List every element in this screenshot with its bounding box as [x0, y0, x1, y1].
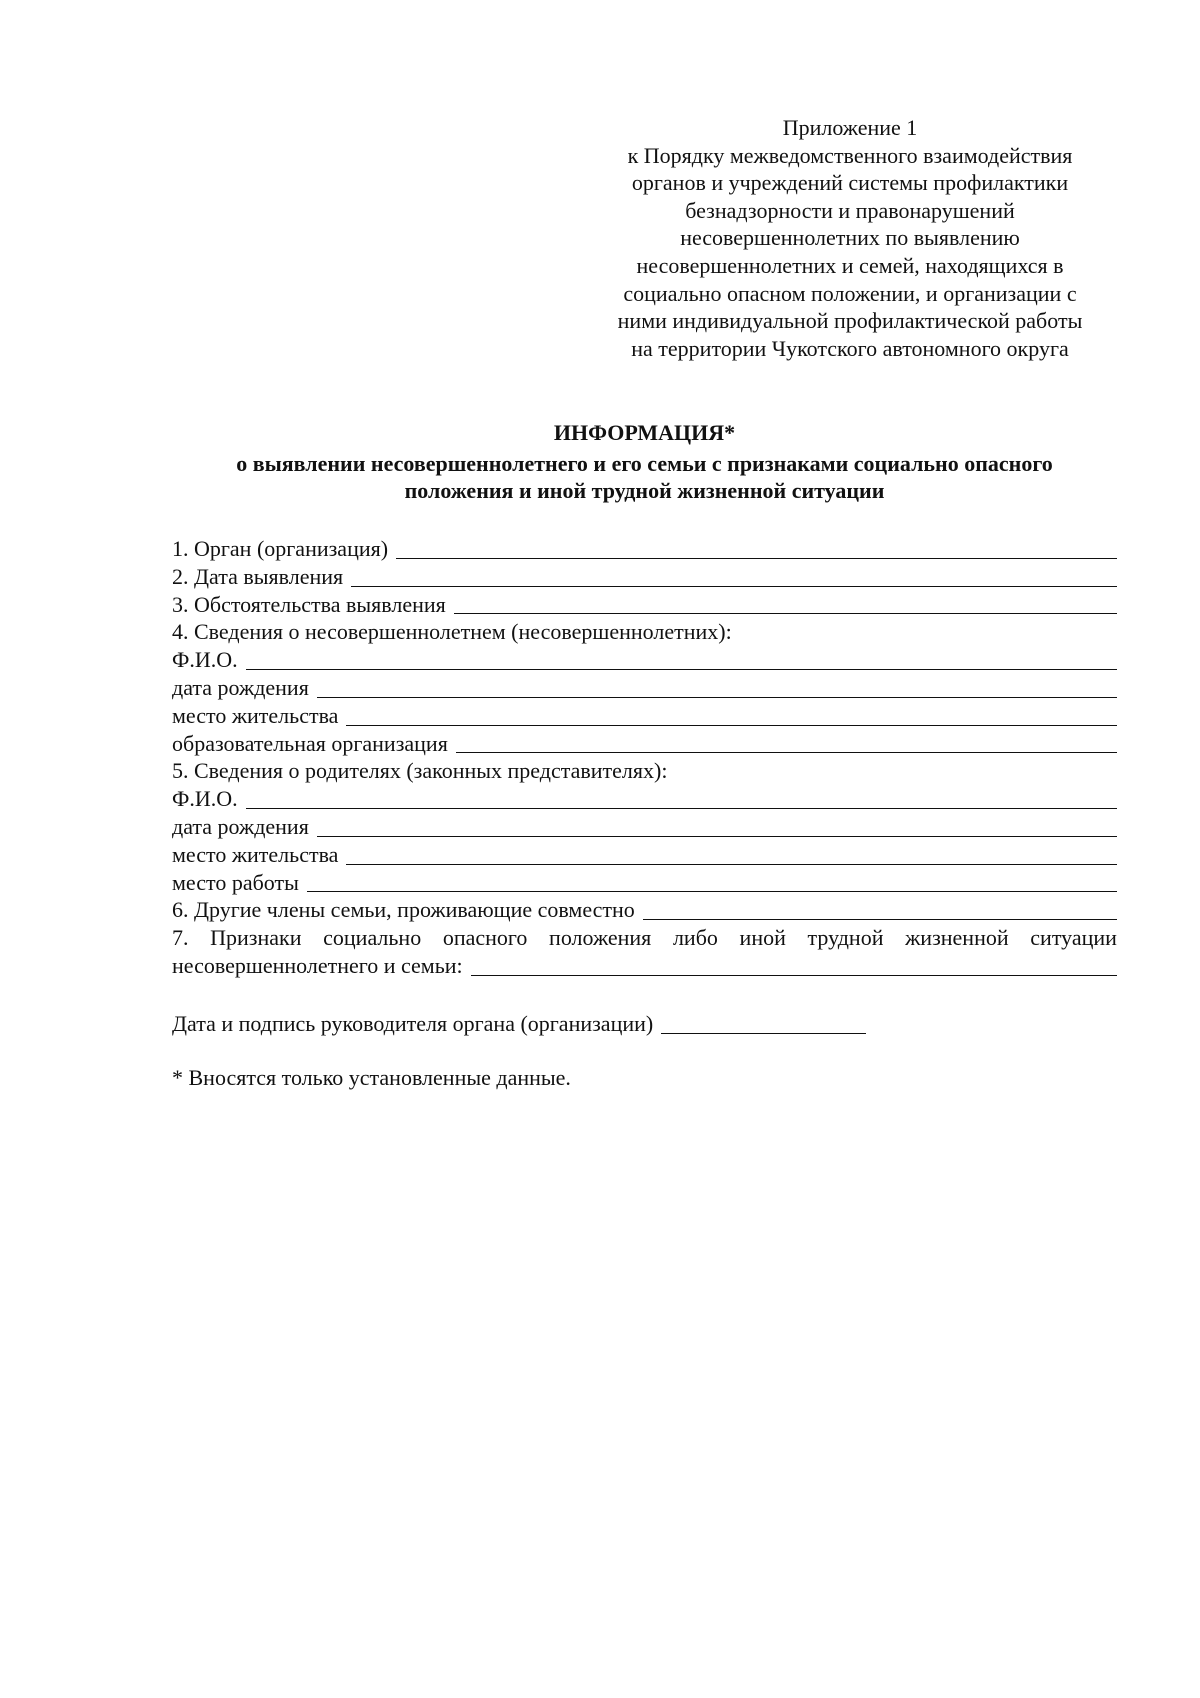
form-section-parents — [172, 757, 1117, 785]
field-label: 6. Другие члены семьи, проживающие совместно — [172, 897, 635, 923]
form-section-minor — [172, 618, 1117, 646]
field-label: место работы — [172, 869, 299, 895]
appendix-line: несовершеннолетних и семей, находящихся в — [636, 252, 1064, 278]
signs-word: социально — [323, 925, 422, 951]
minor-name-field-line[interactable] — [246, 649, 1117, 670]
parent-workplace-field-line[interactable] — [307, 871, 1117, 892]
detection-date-field-line[interactable] — [351, 566, 1117, 587]
signs-word: опасного — [442, 925, 528, 951]
form-row-detection-date — [172, 563, 1117, 591]
organ-field-line[interactable] — [396, 538, 1117, 559]
form-row-parent-residence — [172, 841, 1117, 869]
minor-residence-field-line[interactable] — [346, 705, 1117, 726]
minor-school-field-line[interactable] — [456, 732, 1117, 753]
field-label: образовательная организация — [172, 730, 448, 756]
document-subtitle-line-2: положения и иной трудной жизненной ситуации — [404, 478, 885, 503]
field-label: место жительства — [172, 702, 339, 728]
form-row-minor-birthdate — [172, 674, 1117, 702]
signs-word: положения — [549, 925, 652, 951]
signature-field-line[interactable] — [661, 1013, 866, 1034]
appendix-line: ними индивидуальной профилактической работы — [617, 308, 1083, 334]
form-row-minor-name — [172, 646, 1117, 674]
field-label: 1. Орган (организация) — [172, 536, 389, 561]
signs-word: либо — [672, 925, 718, 951]
field-label: 2. Дата выявления — [172, 563, 344, 589]
signs-word: жизненной — [905, 925, 1009, 951]
document-title: ИНФОРМАЦИЯ* — [553, 420, 736, 445]
appendix-line: безнадзорности и правонарушений — [685, 197, 1015, 223]
form-row-parent-birthdate — [172, 813, 1117, 841]
form-row-minor-residence — [172, 702, 1117, 730]
field-label: Ф.И.О. — [172, 786, 238, 812]
footnote: * Вносятся только установленные данные. — [172, 1065, 571, 1090]
parent-birthdate-field-line[interactable] — [317, 816, 1117, 837]
appendix-line: несовершеннолетних по выявлению — [680, 225, 1020, 251]
appendix-line: социально опасном положении, и организации с — [623, 280, 1077, 306]
minor-birthdate-field-line[interactable] — [317, 677, 1117, 698]
form-row-parent-name — [172, 785, 1117, 813]
field-label: несовершеннолетнего и семьи: — [172, 952, 463, 978]
section-heading: 5. Сведения о родителях (законных представителях): — [172, 758, 668, 784]
signs-field-line[interactable] — [471, 955, 1117, 976]
appendix-line: органов и учреждений системы профилактики — [631, 170, 1069, 196]
field-label: дата рождения — [172, 813, 309, 839]
form-row-circumstances — [172, 591, 1117, 619]
document-subtitle-line-1: о выявлении несовершеннолетнего и его семьи с признаками социально опасного — [236, 451, 1053, 476]
form-row-parent-workplace — [172, 869, 1117, 897]
signs-word: иной — [739, 925, 786, 951]
signs-word: трудной — [807, 925, 884, 951]
signs-word: ситуации — [1030, 925, 1117, 951]
field-label: Ф.И.О. — [172, 647, 238, 673]
circumstances-field-line[interactable] — [454, 593, 1117, 614]
form-row-family-members — [172, 896, 1117, 924]
appendix-line: на территории Чукотского автономного округа — [631, 335, 1069, 361]
form-row-organ — [172, 535, 1117, 563]
field-label: место жительства — [172, 841, 339, 867]
field-label: дата рождения — [172, 674, 309, 700]
family-members-field-line[interactable] — [643, 899, 1117, 920]
appendix-header — [590, 114, 1110, 362]
signature-block — [172, 1010, 866, 1038]
signs-word: Признаки — [210, 925, 302, 951]
form-row-signs-line-2 — [172, 952, 1117, 980]
parent-name-field-line[interactable] — [246, 788, 1117, 809]
section-heading: 4. Сведения о несовершеннолетнем (несовершеннолетних): — [172, 619, 732, 645]
appendix-line: к Порядку межведомственного взаимодействия — [627, 142, 1073, 168]
parent-residence-field-line[interactable] — [346, 844, 1117, 865]
appendix-line: Приложение 1 — [782, 115, 918, 140]
signature-label: Дата и подпись руководителя органа (организации) — [172, 1011, 654, 1036]
field-label: 3. Обстоятельства выявления — [172, 591, 446, 617]
information-form — [172, 535, 1117, 980]
form-row-minor-school — [172, 730, 1117, 758]
signs-word: 7. — [172, 925, 189, 951]
form-row-signs-line-1 — [172, 924, 1117, 952]
